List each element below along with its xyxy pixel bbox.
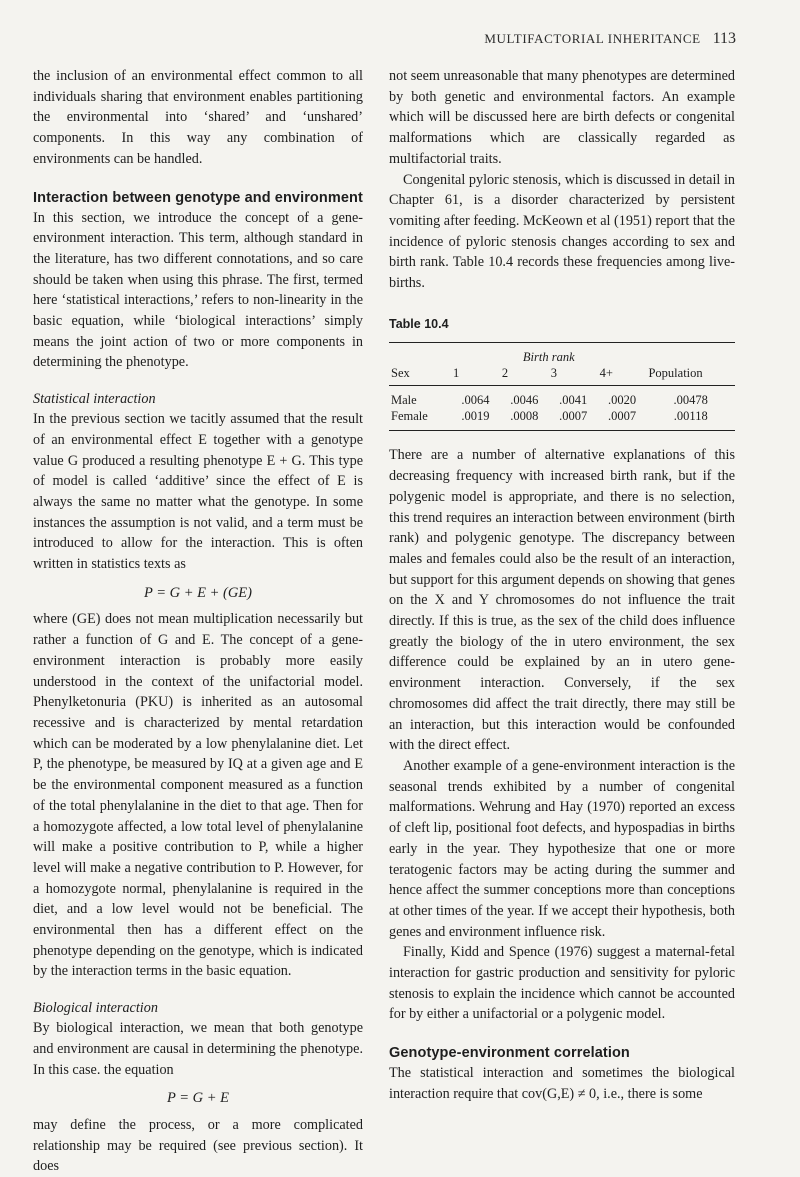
column-header: Population bbox=[646, 365, 735, 386]
paragraph: The statistical interaction and sometimes the biological interaction require that cov(G,E) ≠ 0, i.e., there is some bbox=[389, 1065, 735, 1102]
data-table bbox=[389, 342, 735, 431]
column-header: 2 bbox=[500, 365, 549, 386]
running-title: MULTIFACTORIAL INHERITANCE bbox=[484, 31, 701, 46]
left-column bbox=[33, 66, 363, 1177]
section-heading: Interaction between genotype and environment bbox=[33, 189, 363, 206]
table-cell: Male bbox=[391, 393, 417, 408]
running-head bbox=[484, 30, 736, 48]
paragraph: Congenital pyloric stenosis, which is discussed in detail in Chapter 61, is a disorder characterized by persistent vomiting after feeding. McKeown et al (1951) report that the incidence of pyloric stenosis changes according to sex and birth rank. Table 10.4 records these frequencies among live-births. bbox=[389, 171, 735, 292]
table-cell: .0046 bbox=[510, 393, 539, 408]
equation: P = G + E bbox=[167, 1090, 229, 1107]
table-cell: .0008 bbox=[500, 408, 549, 431]
paragraph: In the previous section we tacitly assumed that the result of an environmental effect E together with a genotype value G produced a resulting phenotype E + G. This type of model is called ‘additive’ since the effect of E is always the same no matter what the genotype. In some instances the assumption is not valid, and a term must be introduced to allow for the interaction. This is often written in statistics texts as bbox=[33, 411, 363, 573]
table-cell: .0007 bbox=[549, 408, 598, 431]
table-cell: .0064 bbox=[461, 393, 490, 408]
paragraph: There are a number of alternative explanations of this decreasing frequency with increased birth rank, but if the polygenic model is appropriate, and there is no selection, this trend requires an interaction between environment (birth rank) and polygenic genotype. The discrepancy between males and females could also be the result of an interaction, but support for this argument depends on showing that genes on the X and Y chromosomes do not influence the trait directly. If this is true, as the sex of the child does influence greatly the biology of the in utero environment, the sex difference could be explained by an in utero gene-environment interaction. Conversely, if the sex chromosomes did affect the trait directly, there may still be an interaction, but this interaction would be confounded with the direct effect. bbox=[389, 447, 735, 754]
table-cell: .0020 bbox=[607, 393, 637, 408]
subsection-heading: Biological interaction bbox=[33, 1000, 158, 1017]
column-header: Sex bbox=[389, 365, 451, 386]
paragraph: not seem unreasonable that many phenotypes are determined by both genetic and environmental factors. An example which will be discussed here are birth defects or congenital malformations which are classically regarded as multifactorial traits. bbox=[389, 68, 735, 167]
column-header: 4+ bbox=[598, 365, 647, 386]
table-cell: .0041 bbox=[559, 393, 588, 408]
paragraph: the inclusion of an environmental effect common to all individuals sharing that environment enables partitioning the environmental into ‘shared’ and ‘unshared’ components. In this way any combination of environments can be handled. bbox=[33, 68, 363, 167]
paragraph: By biological interaction, we mean that both genotype and environment are causal in determining the phenotype. In this case. the equation bbox=[33, 1020, 363, 1078]
table-cell: .0007 bbox=[598, 408, 647, 431]
column-header: 1 bbox=[451, 365, 500, 386]
paragraph: Another example of a gene-environment interaction is the seasonal trends exhibited by a number of congenital malformations. Wehrung and Hay (1970) reported an excess of cleft lip, positional foot defects, and hypospadias in births early in the year. They hypothesize that one or more teratogenic factors may be acting during the summer and hence affect the summer conceptions more than conceptions at other times of the year. If we accept their hypothesis, both genes and environment influence risk. bbox=[389, 757, 735, 940]
table-group-header: Birth rank bbox=[451, 343, 646, 366]
table-header-spacer bbox=[389, 343, 451, 366]
paragraph: where (GE) does not mean multiplication necessarily but rather a function of G and E. The concept of a gene-environment interaction is probably more easily understood in the context of the unifactorial model. Phenylketonuria (PKU) is inherited as an autosomal recessive and is characterized by mental retardation which can be moderated by a low phenylalanine diet. Let P, the phenotype, be measured by IQ at a given age and E be the environmental component measured as a function of the total phenylalanine in the diet to that age. Then for a homozygote affected, a low total level of phenylalanine will make a positive contribution to P, while a higher level will make a negative contribution to P. However, for a homozygote normal, phenylalanine is required in the diet, and a low level would not be beneficial. The environmental then has a different effect on the phenotype depending on the genotype, which is indicated by the interaction terms in the basic equation. bbox=[33, 611, 363, 980]
column-header: 3 bbox=[549, 365, 598, 386]
table-header-spacer bbox=[646, 343, 735, 366]
section-heading: Genotype-environment correlation bbox=[389, 1045, 630, 1062]
right-column bbox=[389, 66, 735, 1105]
table-caption: Table 10.4 bbox=[389, 316, 449, 331]
paragraph: may define the process, or a more complicated relationship may be required (see previous section). It does bbox=[33, 1116, 363, 1175]
table-row bbox=[389, 408, 735, 431]
subsection-heading: Statistical interaction bbox=[33, 391, 156, 408]
paragraph: In this section, we introduce the concept of a gene-environment interaction. This term, although standard in the literature, has two different connotations, and so care should be taken when using this phrase. The first, termed here ‘statistical interactions,’ refers to non-linearity in the basic equation, while ‘biological interactions’ simply means the joint action of two or more components in determining the phenotype. bbox=[33, 209, 363, 371]
table-cell: .00478 bbox=[673, 393, 708, 408]
page-number: 113 bbox=[712, 30, 736, 47]
table-cell: .0019 bbox=[451, 408, 500, 431]
paragraph: Finally, Kidd and Spence (1976) suggest a maternal-fetal interaction for gastric production and sensitivity for pyloric stenosis to explain the incidence which cannot be accounted for by either a unifactorial or a polygenic model. bbox=[389, 944, 735, 1023]
equation: P = G + E + (GE) bbox=[143, 584, 252, 601]
table-cell: .00118 bbox=[646, 408, 735, 431]
table-row bbox=[389, 386, 735, 409]
table-cell: Female bbox=[389, 408, 451, 431]
